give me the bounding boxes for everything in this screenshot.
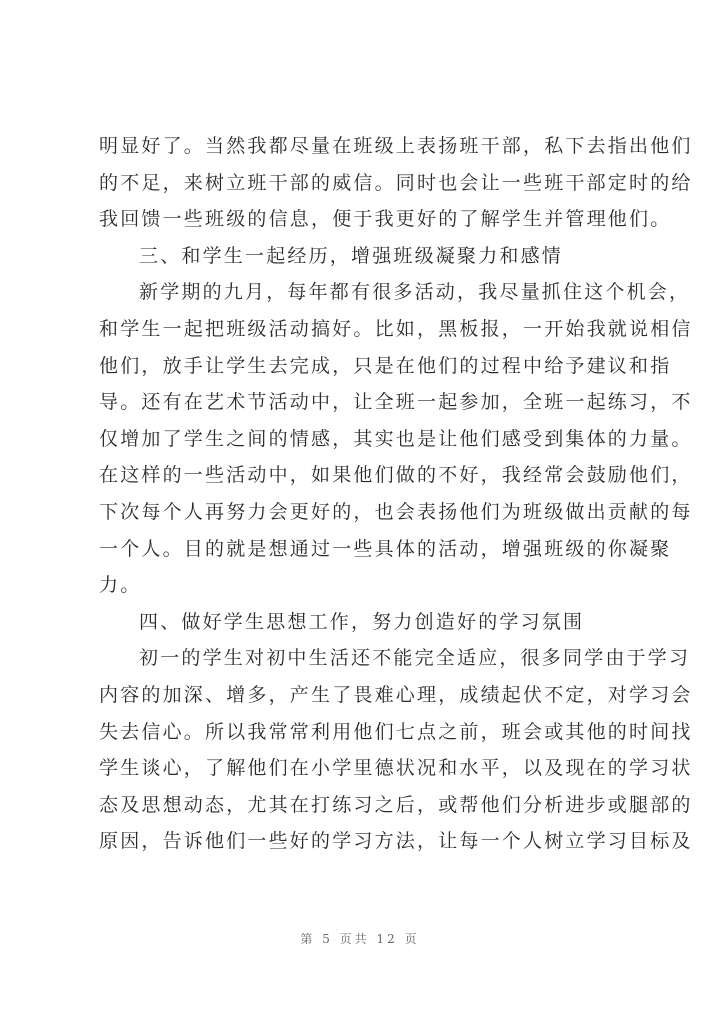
text-line: 新学期的九月，每年都有很多活动，我尽量抓住这个机会， (139, 281, 691, 304)
text-line: 学生谈心，了解他们在小学里德状况和水平，以及现在的学习状 (99, 757, 693, 780)
text-line: 下次每个人再努力会更好的，也会表扬他们为班级做出贡献的每 (99, 500, 693, 523)
text-line: 力。 (99, 574, 142, 597)
text-line: 我回馈一些班级的信息，便于我更好的了解学生并管理他们。 (99, 208, 672, 231)
text-line: 原因，告诉他们一些好的学习方法，让每一个人树立学习目标及 (99, 830, 693, 853)
text-line: 和学生一起把班级活动搞好。比如，黑板报，一开始我就说相信 (99, 317, 693, 340)
text-line: 内容的加深、增多，产生了畏难心理，成绩起伏不定，对学习会 (99, 683, 693, 706)
text-line: 的不足，来树立班干部的威信。同时也会让一些班干部定时的给 (99, 171, 693, 194)
text-line: 初一的学生对初中生活还不能完全适应，很多同学由于学习 (139, 647, 691, 670)
text-line: 一个人。目的就是想通过一些具体的活动，增强班级的你凝聚 (99, 537, 672, 560)
text-line: 在这样的一些活动中，如果他们做的不好，我经常会鼓励他们， (99, 464, 693, 487)
text-line: 态及思想动态，尤其在打练习之后，或帮他们分析进步或腿部的 (99, 793, 693, 816)
text-line: 明显好了。当然我都尽量在班级上表扬班干部，私下去指出他们 (99, 135, 693, 157)
text-line: 失去信心。所以我常常利用他们七点之前，班会或其他的时间找 (99, 720, 693, 743)
text-line: 导。还有在艺术节活动中，让全班一起参加，全班一起练习，不 (99, 391, 693, 414)
text-line: 三、和学生一起经历，增强班级凝聚力和感情 (139, 244, 564, 267)
text-line: 仅增加了学生之间的情感，其实也是让他们感受到集体的力量。 (99, 427, 693, 450)
document-body (99, 128, 693, 860)
text-line: 四、做好学生思想工作，努力创造好的学习氛围 (139, 610, 585, 633)
text-line: 他们，放手让学生去完成，只是在他们的过程中给予建议和指 (99, 354, 672, 377)
page-footer: 第 5 页共 12 页 (300, 932, 420, 946)
